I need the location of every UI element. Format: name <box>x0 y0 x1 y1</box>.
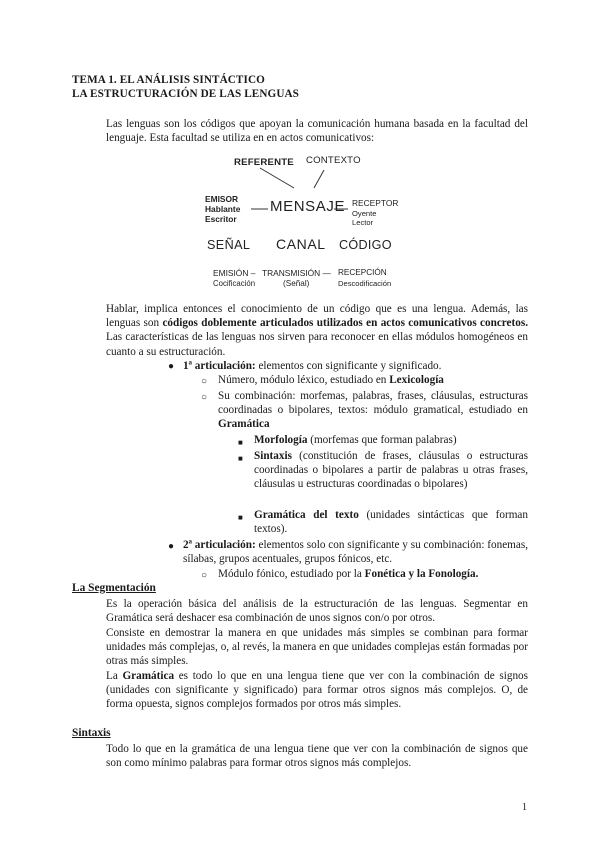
art1-gram-bold: Gramática del texto <box>254 509 359 521</box>
diagram-transmision: TRANSMISIÓN — <box>262 268 331 278</box>
list-item-gramatica <box>218 389 528 432</box>
bullet-square-3: ■ <box>238 513 243 522</box>
diagram-mensaje: MENSAJE <box>270 198 346 215</box>
list-item-gramatica-texto <box>254 508 528 536</box>
diagram-contexto: CONTEXTO <box>306 155 361 166</box>
list-item-morfologia <box>254 433 528 447</box>
line-contexto <box>314 170 324 188</box>
diagram-lector: Lector <box>352 218 374 227</box>
communication-diagram <box>196 148 416 298</box>
diagram-senal-small: (Señal) <box>283 279 310 288</box>
list-item-lexicologia <box>218 373 528 387</box>
art1-sub2-pre: Su combinación: morfemas, palabras, frases, cláusulas, estructuras coordinadas o bipolares, textos: módulo gramatical, estudiado en <box>218 390 528 417</box>
bullet-square-2: ■ <box>238 454 243 463</box>
list-item-fonetica <box>218 567 528 581</box>
diagram-codificacion: Cocificación <box>213 279 256 288</box>
diagram-emisor: EMISOR <box>205 194 239 204</box>
seg-p3-post: es todo lo que en una lengua tiene que ver con la combinación de signos (unidades con significante y significado) para formar otros signos más complejos. O, de forma opuesta, signos complejos formados por otros más simples. <box>106 670 528 711</box>
diagram-recepcion: RECEPCIÓN <box>338 268 387 277</box>
para2-pre: Hablar, implica entonces el conocimiento de un código que es una lengua. Además, las lenguas son <box>106 303 528 330</box>
diagram-senal: SEÑAL <box>207 238 251 252</box>
bullet-dot-2: ● <box>168 541 175 552</box>
list-item-sintaxis <box>254 449 528 492</box>
segmentacion-p2: Consiste en demostrar la manera en que unidades más simples se combinan para formar unidades más complejas, o, al revés, la manera en que unidades complejas están formadas por otras más simples. <box>106 627 528 668</box>
page-number: 1 <box>522 802 527 813</box>
diagram-descodificacion: Descodificación <box>338 279 392 288</box>
sintaxis-p1: Todo lo que en la gramática de una lengua tiene que ver con la combinación de signos que son como mínimo palabras para formar otros signos más complejos. <box>106 743 528 770</box>
heading-sintaxis: Sintaxis <box>72 727 111 739</box>
segmentacion-p3 <box>106 669 528 712</box>
bullet-circle-2: ○ <box>201 392 208 403</box>
art1-gram-text: (unidades sintácticas que forman textos). <box>254 509 528 536</box>
diagram-referente: REFERENTE <box>234 157 294 168</box>
diagram-codigo: CÓDIGO <box>339 238 392 252</box>
art1-sub1-bold: Lexicología <box>389 374 444 386</box>
line-referente <box>260 168 294 188</box>
list-item-articulacion-2 <box>183 538 528 566</box>
segmentacion-p1: Es la operación básica del análisis de la estructuración de las lenguas. Segmentar en Gramática será deshacer esa combinación de unos signos con/o por otros. <box>106 598 528 625</box>
art1-sub1-pre: Número, módulo léxico, estudiado en <box>218 374 390 386</box>
art1-sint-text: (constitución de frases, cláusulas o estructuras coordinadas o bipolares a partir de palabras u otras frases, cláusulas u estructuras coordinadas o bipolares) <box>254 450 528 491</box>
para2-post: Las características de las lenguas nos sirven para reconocer en ellas módulos homogéneos en cuanto a su estructuración. <box>106 331 528 358</box>
diagram-receptor: RECEPTOR <box>352 198 399 208</box>
art1-label: 1ª articulación: <box>183 360 256 372</box>
diagram-emision: EMISIÓN – <box>213 268 256 278</box>
diagram-hablante: Hablante <box>205 204 241 214</box>
art1-morf-text: (morfemas que forman palabras) <box>307 434 457 446</box>
art1-morf-bold: Morfología <box>254 434 308 446</box>
diagram-oyente: Oyente <box>352 209 377 218</box>
bullet-circle-3: ○ <box>201 570 208 581</box>
art1-text: elementos con significante y significado. <box>255 360 442 372</box>
bullet-dot-1: ● <box>168 361 175 372</box>
doc-title-line1: TEMA 1. EL ANÁLISIS SINTÁCTICO <box>72 74 265 86</box>
bullet-circle-1: ○ <box>201 376 208 387</box>
diagram-canal: CANAL <box>276 236 326 252</box>
diagram-escritor: Escritor <box>205 214 237 224</box>
seg-p3-bold: Gramática <box>122 670 175 682</box>
list-item-articulacion-1 <box>183 359 528 373</box>
bullet-square-1: ■ <box>238 438 243 447</box>
heading-segmentacion: La Segmentación <box>72 582 156 594</box>
intro-paragraph: Las lenguas son los códigos que apoyan la comunicación humana basada en la facultad del lenguaje. Esta facultad se utiliza en en actos comunicativos: <box>106 118 528 145</box>
art1-sint-bold: Sintaxis <box>254 450 292 462</box>
paragraph-articulation <box>106 302 528 359</box>
art1-sub2-bold: Gramática <box>218 418 270 431</box>
para2-bold: códigos doblemente articulados utilizados en actos comunicativos concretos. <box>162 317 528 330</box>
seg-p3-pre: La <box>106 670 123 682</box>
art2-label: 2ª articulación: <box>183 539 256 551</box>
art2-sub-bold: Fonética y la Fonología. <box>364 568 479 580</box>
art2-text: elementos solo con significante y su combinación: fonemas, sílabas, grupos acentuales, grupos fónicos, etc. <box>183 539 528 566</box>
doc-title-line2: LA ESTRUCTURACIÓN DE LAS LENGUAS <box>72 88 299 100</box>
art2-sub-pre: Módulo fónico, estudiado por la <box>218 568 365 580</box>
